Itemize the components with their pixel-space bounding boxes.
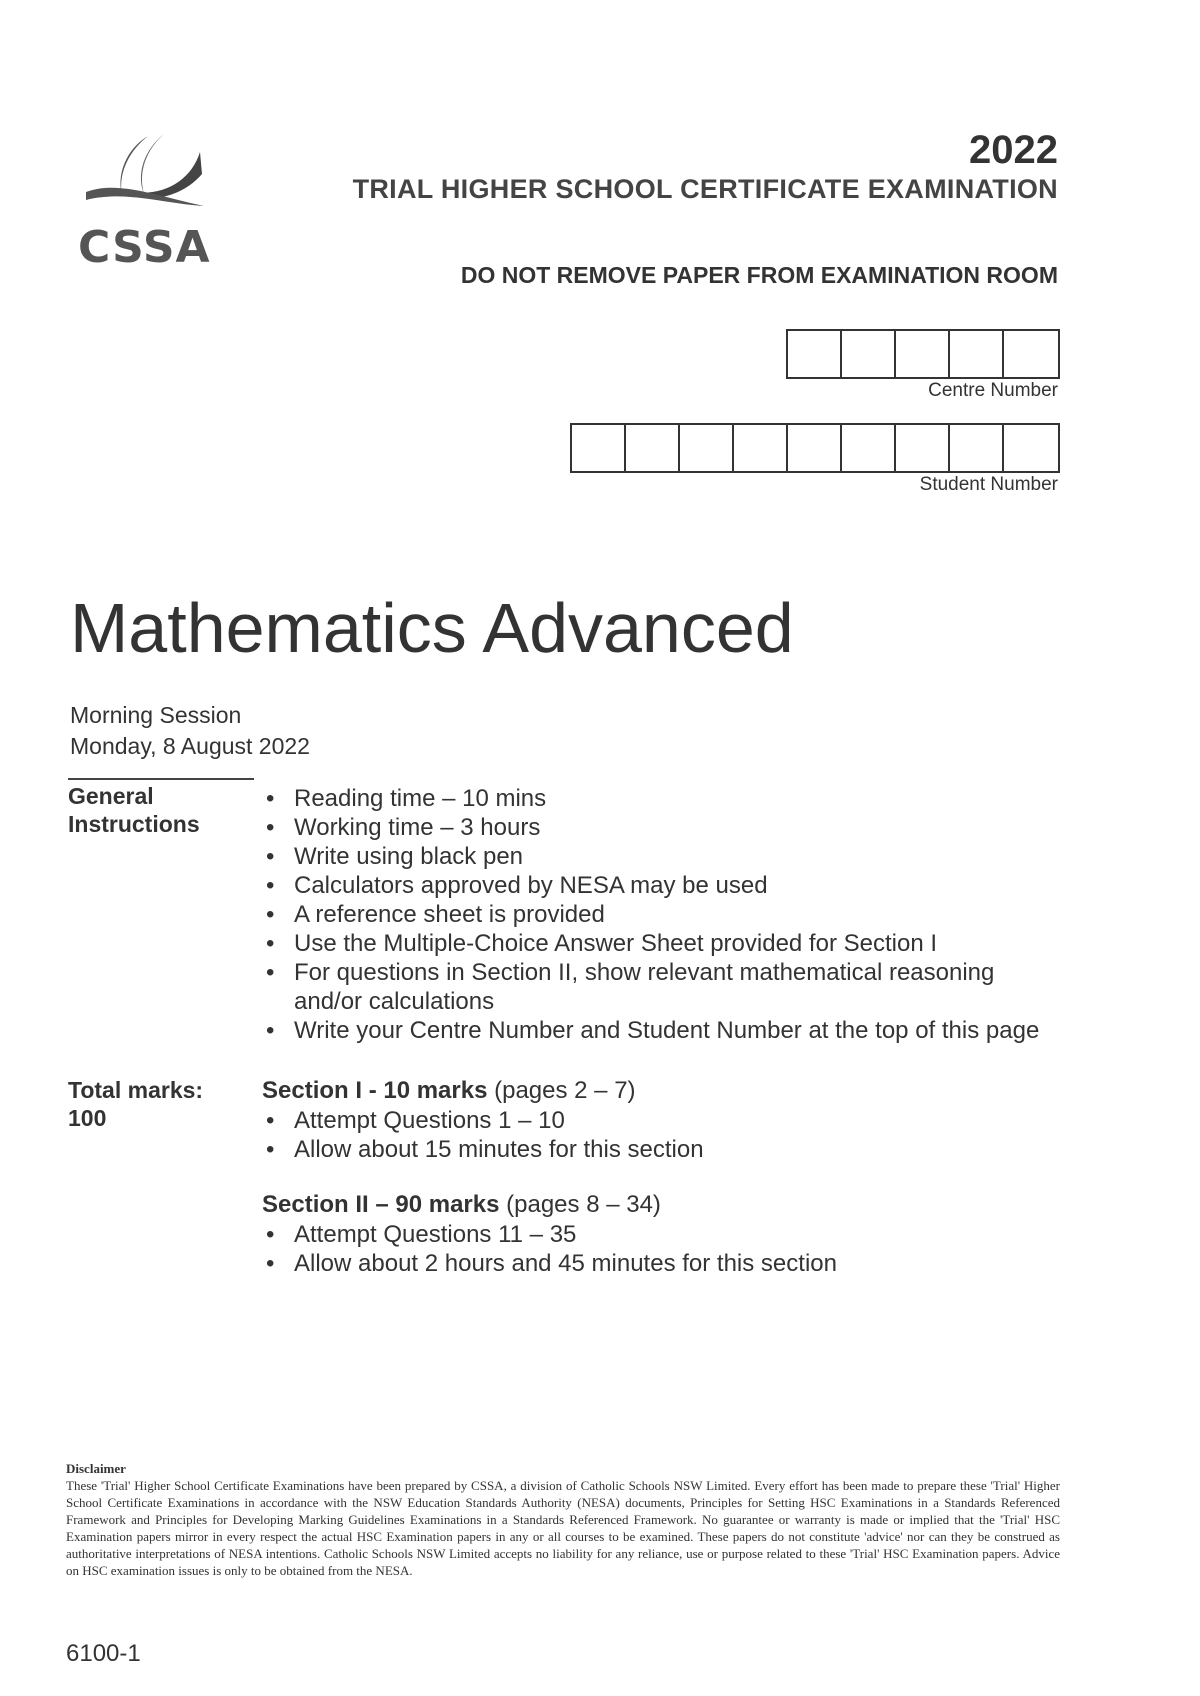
instruction-item: • Write using black pen — [262, 842, 1062, 871]
section-1-item: • Attempt Questions 1 – 10 — [262, 1106, 704, 1135]
section-1-heading: Section I - 10 marks — [262, 1077, 488, 1104]
session-name: Morning Session — [70, 702, 242, 728]
centre-number-digit-box[interactable] — [950, 331, 1004, 377]
disclaimer-text: These 'Trial' Higher School Certificate Examinations have been prepared by CSSA, a division of Catholic Schools NSW Limited. Every effort has been made to prepare these 'Trial' Higher School Certificate Examinations in accordance with the NSW Education Standards Authority (NESA) documents, Principles for Setting HSC Examinations in a Standards Referenced Framework and Principles for Developing Marking Guidelines Examinations in a Standards Referenced Framework. No guarantee or warranty is made or implied that the 'Trial' HSC Examination papers mirror in every respect the actual HSC Examination papers in any or all courses to be examined. These papers do not constitute 'advice' nor can they be construed as authoritative interpretations of NESA intentions. Catholic Schools NSW Limited accepts no liability for any reliance, use or purpose related to these 'Trial' HSC Examination papers. Advice on HSC examination issues is only to be obtained from the NESA. — [66, 1478, 1060, 1578]
cssa-logo — [78, 126, 218, 276]
session-info — [70, 700, 310, 762]
total-marks-heading — [68, 1076, 203, 1132]
exam-room-notice: DO NOT REMOVE PAPER FROM EXAMINATION ROOM — [460, 262, 1058, 288]
centre-number-digit-box[interactable] — [1004, 331, 1058, 377]
disclaimer — [66, 1461, 1060, 1579]
section-2-list — [262, 1220, 837, 1278]
student-number-digit-box[interactable] — [896, 425, 950, 471]
logo-text: CSSA — [78, 222, 211, 273]
instruction-item: • Write your Centre Number and Student Number at the top of this page — [262, 1016, 1062, 1045]
section-1-list — [262, 1106, 704, 1164]
section-1-pages: (pages 2 – 7) — [494, 1077, 636, 1104]
section-2-heading: Section II – 90 marks — [262, 1191, 500, 1218]
instruction-item: • A reference sheet is provided — [262, 900, 1062, 929]
section-2-title — [262, 1190, 837, 1220]
paper-code: 6100-1 — [66, 1640, 141, 1667]
exam-year: 2022 — [969, 128, 1058, 172]
general-instructions-heading — [68, 782, 200, 838]
centre-number-digit-box[interactable] — [788, 331, 842, 377]
centre-number-digit-box[interactable] — [842, 331, 896, 377]
instruction-item: • Working time – 3 hours — [262, 813, 1062, 842]
session-date: Monday, 8 August 2022 — [70, 733, 310, 759]
exam-title: TRIAL HIGHER SCHOOL CERTIFICATE EXAMINATION — [352, 174, 1058, 204]
student-number-boxes[interactable] — [570, 423, 1060, 473]
centre-number-digit-box[interactable] — [896, 331, 950, 377]
general-instructions-heading-line1: General — [68, 783, 154, 809]
section-2-item: • Attempt Questions 11 – 35 — [262, 1220, 837, 1249]
section-2-pages: (pages 8 – 34) — [506, 1191, 661, 1218]
general-instructions-list — [262, 784, 1062, 1045]
instruction-item: • Reading time – 10 mins — [262, 784, 1062, 813]
instruction-item: • Calculators approved by NESA may be used — [262, 871, 1062, 900]
centre-number-boxes[interactable] — [786, 329, 1060, 379]
student-number-digit-box[interactable] — [680, 425, 734, 471]
student-number-digit-box[interactable] — [572, 425, 626, 471]
section-2-item: • Allow about 2 hours and 45 minutes for this section — [262, 1249, 837, 1278]
student-number-label: Student Number — [919, 474, 1058, 495]
instructions-divider — [68, 778, 254, 780]
general-instructions-heading-line2: Instructions — [68, 811, 200, 837]
student-number-digit-box[interactable] — [950, 425, 1004, 471]
total-marks-label: Total marks: — [68, 1077, 204, 1103]
student-number-digit-box[interactable] — [842, 425, 896, 471]
section-1-info — [262, 1076, 704, 1164]
student-number-digit-box[interactable] — [788, 425, 842, 471]
cssa-swoosh-logo-icon — [78, 126, 218, 226]
section-2-info — [262, 1190, 837, 1278]
instruction-item: • Use the Multiple-Choice Answer Sheet provided for Section I — [262, 929, 1062, 958]
instruction-item: • For questions in Section II, show relevant mathematical reasoning and/or calculations — [262, 958, 1062, 1016]
centre-number-label: Centre Number — [928, 380, 1058, 401]
section-1-title — [262, 1076, 704, 1106]
student-number-digit-box[interactable] — [1004, 425, 1058, 471]
section-1-item: • Allow about 15 minutes for this section — [262, 1135, 704, 1164]
student-number-digit-box[interactable] — [626, 425, 680, 471]
disclaimer-heading: Disclaimer — [66, 1461, 126, 1476]
student-number-digit-box[interactable] — [734, 425, 788, 471]
total-marks-value: 100 — [68, 1105, 107, 1131]
subject-title: Mathematics Advanced — [70, 589, 794, 667]
